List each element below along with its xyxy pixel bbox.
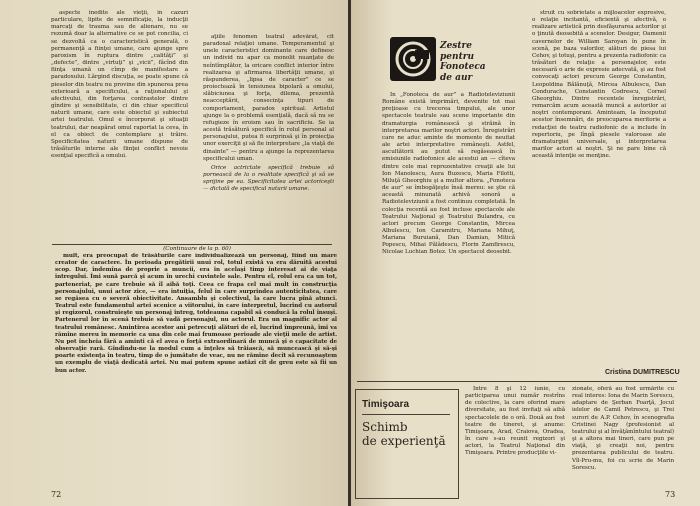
- feature-title: Zestre pentru Fonoteca de aur: [440, 41, 486, 83]
- box-inner-rule: [362, 414, 450, 415]
- right-col1-text: În „Fonoteca de aur” a Radioteleviziunii Române există imprimări, devenite tot mai preţioase cu trecerea timpului, ale unor spectacole teatrale sau scene importante din dramaturgia românească şi străină în interpretarea marilor noştri actori. Înregistrări care ne aduc aminte de momente de neuitat ale artei interpretative româneşti. Astfel, ascultătorii au putut să regăsească în emisiunile radiofonice ale acestui an — cîteva dintre cele mai reprezentative creaţii ale lui Ion Manolescu, Aura Buzescu, Maria Filotti, Miluţă Gheorghiu şi a multor altora. „Fonoteca de aur” se îmbogăţeşte însă mereu: se ştie că această minunată arhivă sonoră a Radioteleviziunii a fost continuu completată. În colecţia recentă au fost incluse spectacole ale Teatrului Naţional şi Teatrului Bulandra, cu actori precum George Constantin, Mircea Albulescu, Ion Caramitru, Mariana Mihuţ, Mariana Buruiană, Dan Damian, Mitică Popescu, Mihai Pălădescu, Florin Zamfirescu, Nicolae Luchian Botez. Un spectacol deosebit.: [382, 92, 515, 256]
- bottom-column-1: [465, 386, 565, 494]
- vinyl-record-icon: [390, 37, 436, 81]
- box-heading-line-2: de experienţă: [362, 434, 446, 448]
- left-col1-text: aspecte inedite ale vieţii, în cazuri particulare, lipite de semnificaţie, la inducţii marcaţi de trauma sau de alienare, nu se rezumă doar la alternative ce se pot concilia, ci se dezvoltă ca o caracteristică generală, o permanenţă a fiinţei umane, care ajunge spre paroxism în ruptura dintre „calităţi” şi „defecte”, dintre „virtuţi” şi „vicii”, făcînd din fiinţa umană un cîmp de manifestare a paradoxului. Lărgind discuţia, se poate spune că pieselor din teatru nu provine din spunerea prea exterioară a specificului, a raţionalului şi afectivului, din forţarea contrastelor dintre gîndire şi sensibilitate, ci din chiar specificul naturii umane, care este obiectul şi subiectul artei teatrului. Omul e încorporat şi situaţii teatrului, dar neapărat omul raportat la ceva, în el ca obiect de contemplare şi trăire. Specificitatea naturii umane dispune de trăsăturile interne ale fiinţei conflict nevoie esenţial specifică a omului.: [51, 10, 188, 160]
- left-column-1: [51, 10, 188, 238]
- right-col2-text: struit cu sobrietate a mijloacelor expresive, o relaţie incitantă, eficientă şi afectivă, o realizare artistică prin desfăşurarea actorilor şi o ţinută deosebită a scenelor. Desigur, Oamenii cavernelor de William Saroyan în pune în scenă, pe baza valorilor, alături de piesa lui Cehov, şi totuşi, pentru a prezenta radiofonic ca trăsături de relaţie a personajelor, este necesară o arie de expresie adecvată, şi au fost convocaţi actori precum George Constantin, Leopoldina Bălănuţă, Mircea Albulescu, Dan Condurache, Constantin Codrescu, Cornel Gheorghiu. Dintre recentele înregistrări, remarcăm acum această muncă a autorilor ai noştri contemporani. Aminteam, la începutul acestor însemnări, de preocuparea meritorie a redacţiei de teatru radiofonic de a include în repertoriu, pe lîngă piesele valoroase ale dramaturgiei universale, şi interpretarea marilor actori ai noştri. Şi ne pare bine că această intenţie se menţine.: [532, 10, 666, 160]
- left-col2-text: aţiile fenomen teatral adevărat, cît paradoxal relaţiei umane. Temperamentul şi unele caracteristici dominante care definesc un individ nu apar ca monolit nuanţate de neîntîmplător, la oricare conflict interior între realizarea şi afirmarea libertăţii umane, şi răspunderea, „lipsa de caracter” ce se proiectează în tensiunea bipolară a omului, slăbiciunea şi forţa, dilema, prezentă neacceptării, consecinţa tipuri de comportament, paradox spiritual. Artistul ajunge la o problemă esenţială, dacă să nu se refugieze în eroism sau în sacrificiu. Se ia acestă trăsătură specifică în rolul personal al personajului, putea fi surprinsă şi în proiecţia unor exerciţii şi să fie interpretare „la viaţă de dinainte” — pentru a ajunge la reprezentarea specificului uman.: [203, 34, 334, 162]
- fonoteca-logo: [390, 37, 436, 81]
- left-col2-tail: Orice actrictate specifică trebuie să pornească de la o realitate specifică şi să se sprijine pe ea. Specificitatea artei actoriceşti — dictată de specificul naturii umane.: [203, 164, 334, 193]
- bottom-column-2: [572, 386, 674, 484]
- bottom-col1-text: Între 8 şi 12 iunie, cu participarea unui număr restrîns de colective, la care oferind mare diversitate, au fost invitaţi să aibă spectacolele de o oră. Două au fost teatre de tineret, şi anume: Timişoara, Arad, Craiova, Oradea, în care s-au reunit regizori şi actori, la Teatrul Naţional din Timişoara. Printre producţiile vi-: [465, 386, 565, 457]
- right-separator: [357, 381, 677, 382]
- right-column-2: [532, 10, 666, 362]
- bottom-col2-text: zionate, oferă au fost urmărite cu real interes: Iona de Marin Sorescu, adaptare de Şerban Foarţă, Jocul ielelor de Camil Petrescu, şi Trei surori de A.P. Cehov, în scenografia Cristinei Nagy (profesionist al teatrului şi al învăţămîntului teatral) şi a altora mai tineri, care pun pe viaţă, şi creaţii noi, pentru prezentarea publicului de teatru. Vîl-Pru-mu, foi cu scrie de Marin Sorescu.: [572, 386, 674, 471]
- left-separator: [52, 244, 332, 245]
- left-page: [0, 0, 349, 506]
- box-heading: [362, 420, 446, 448]
- right-page: [351, 0, 700, 506]
- continuation-note: (Continuare de la p. 60): [163, 246, 231, 252]
- page-number-right: 73: [665, 490, 676, 499]
- page-number-left: 72: [51, 490, 62, 499]
- left-body-text: mult, era preocupat de trăsăturile care individualizează un personaj, fiind un mare creator de caractere. În perioada pregătirii unui rol, totul există va era dăruită acestui scop. Dar, îndemîna de proprie a muncii, era în acelaşi timp interesat ai de viaţa întregului. Îmi sună parcă şi acum în urechi cuvintele sale. Pentru el, rolul era ca un tot, parteneriat, pe care trebuie să îl aibă toţi. Ceea ce frapa cel mai mult în construcţia personajului, unui actor zice, — era intuiţia, felul în care surprindea autenticitatea, care se regăsea cu o severă obiectivitate. Ansamblu şi colectivul, la care lucra pînă atunci. Teatrul este fundamentul artei scenice a viitorului, în care interpretul, lucrînd cu autorul şi regizorul, construieşte un personaj întreg, totdeauna capabil să conducă la rolul însuşi. Partenerul lor în scenă trebuie să vadă personajul, nu actorul. Era un magnific actor al teatrului românesc. Amintirea acestor ani petrecuţi alături de el, lucrînd împreună, îmi va rămîne mereu în memorie ca una din cele mai frumoase perioade ale vieţii mele de artist. Nu pot încheia fără a aminti că el avea o forţă extraordinară de muncă şi o capacitate de observaţie rară. Gîndindu-ne la modul cum a înţeles să trăiască, să muncească şi să-şi poarte existenţa în teatru, timp de o jumătate de veac, nu ne rămîne decît să recunoaştem un exemplu de viaţă dedicată artei. Nu mai putem spune astăzi cît de greu este să fii un bun actor.: [55, 253, 337, 374]
- right-column-1: [382, 92, 515, 374]
- box-heading-line-1: Schimb: [362, 420, 408, 434]
- left-column-2: [203, 34, 334, 242]
- left-main-body: [55, 253, 337, 485]
- timisoara-label: Timişoara: [362, 399, 410, 410]
- article-author: Cristina DUMITRESCU: [605, 369, 680, 376]
